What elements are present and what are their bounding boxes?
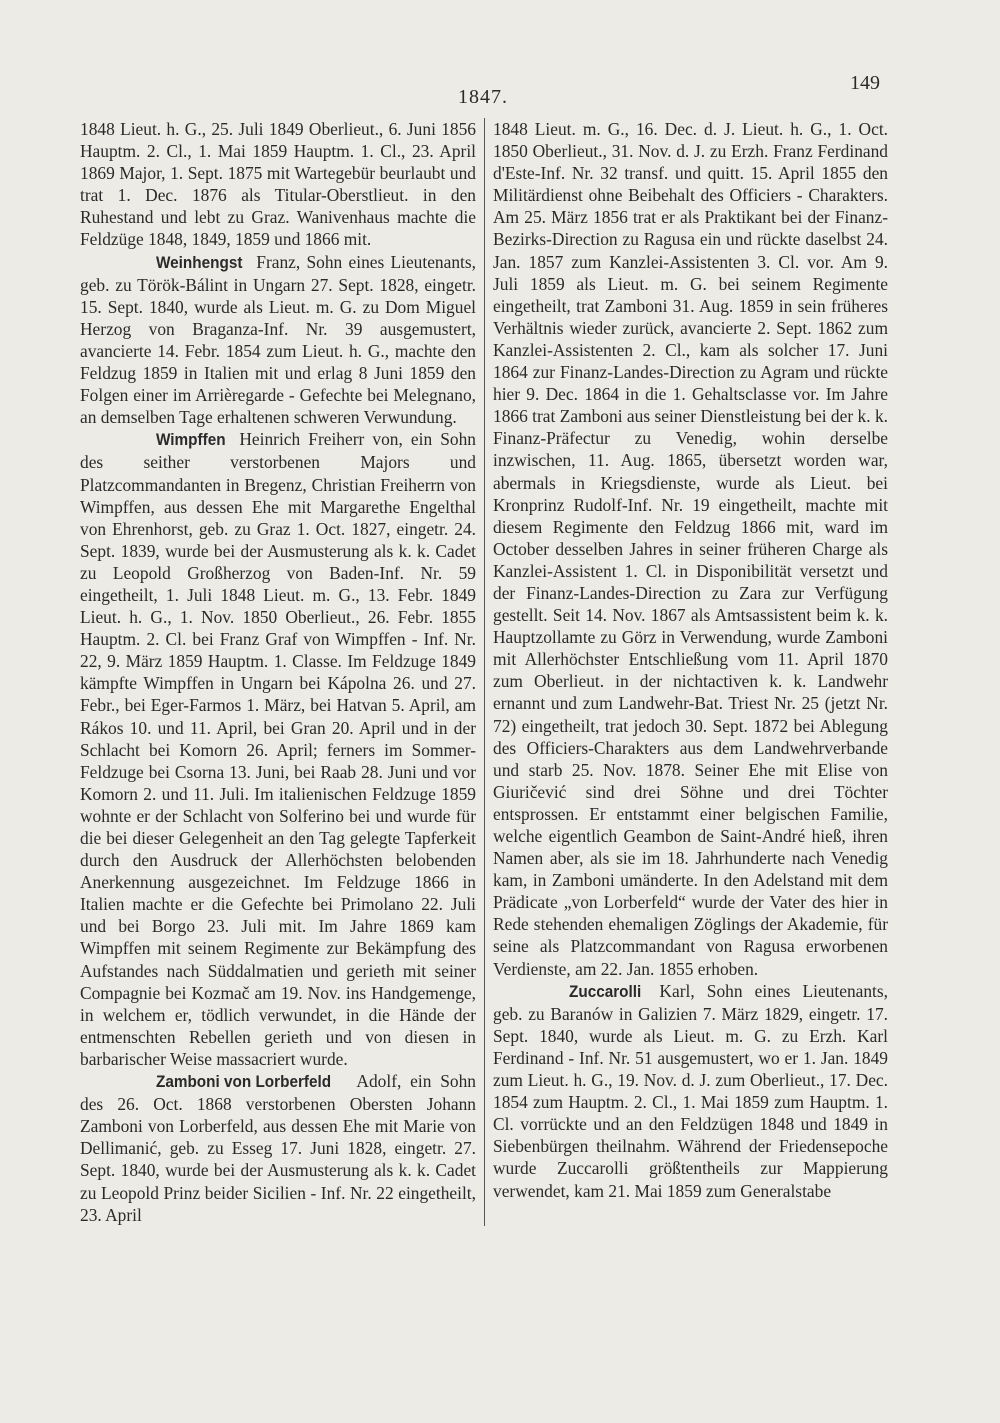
right-column <box>484 118 888 1226</box>
entry-text: 1848 Lieut. h. G., 25. Juli 1849 Oberlieut., 6. Juni 1856 Hauptm. 2. Cl., 1. Mai 1859 Hauptm. 1. Cl., 23. April 1869 Major, 1. Sept. 1875 mit Wartegebür beurlaubt und trat 1. Dec. 1876 als Titular-Oberstlieut. in den Ruhestand und lebt zu Graz. Wanivenhaus machte die Feldzüge 1848, 1849, 1859 und 1866 mit. <box>80 119 476 250</box>
entry-name: Weinhengst <box>156 252 243 272</box>
page-number: 149 <box>850 72 880 94</box>
entry-name: Zamboni von Lorberfeld <box>156 1072 332 1092</box>
entry-name: Zuccarolli <box>569 981 642 1001</box>
entry-paragraph <box>80 428 476 1070</box>
entry-name: Wimpffen <box>156 430 226 450</box>
entry-text: 1848 Lieut. m. G., 16. Dec. d. J. Lieut. h. G., 1. Oct. 1850 Oberlieut., 31. Nov. d. J. zu Erzh. Franz Ferdinand d'Este-Inf. Nr. 32 transf. und quitt. 15. April 1855 den Militärdienst ohne Beibehalt des Officiers - Charakters. Am 25. März 1856 trat er als Praktikant bei der Finanz-Bezirks-Direction zu Ragusa ein und rückte daselbst 24. Jan. 1857 zum Kanzlei-Assistenten 3. Cl. vor. Am 9. Juli 1859 als Lieut. m. G. bei seinem Regimente eingetheilt, trat Zamboni 31. Aug. 1859 in sein früheres Verhältnis wieder zurück, avancierte 2. Sept. 1862 zum Kanzlei-Assistenten 2. Cl., kam als solcher 17. Juni 1864 zur Finanz-Landes-Direction zu Agram und rückte hier 9. Dec. 1864 in die 1. Gehaltsclasse vor. Im Jahre 1866 trat Zamboni aus seiner Dienstleistung bei der k. k. Finanz-Präfectur zu Venedig, wohin derselbe inzwischen, 11. Aug. 1865, übersetzt worden war, abermals in Kriegsdienste, wurde als Lieut. bei Kronprinz Rudolf-Inf. Nr. 19 eingetheilt, machte mit diesem Regimente den Feldzug 1866 mit, ward im October desselben Jahres in seiner früheren Charge als Kanzlei-Assistent 1. Cl. in Disponibilität versetzt und der Finanz-Landes-Direction zu Zara zur Verfügung gestellt. Seit 14. Nov. 1867 als Amtsassistent beim k. k. Hauptzollamte zu Görz in Verwendung, wurde Zamboni mit Allerhöchster Entschließung vom 11. April 1870 zum Oberlieut. in der nichtactiven k. k. Landwehr ernannt und zum Landwehr-Bat. Triest Nr. 25 (jetzt Nr. 72) eingetheilt, trat jedoch 30. Sept. 1872 bei Ablegung des Officiers-Charakters aus dem Landwehrverbande und starb 25. Nov. 1878. Seiner Ehe mit Elise von Giuričević sind drei Söhne und drei Töchter entsprossen. Er entstammt einer belgischen Familie, welche eigentlich Geambon de Saint-André hieß, ihren Namen aber, als sie im 18. Jahrhunderte nach Venedig kam, in Zamboni umänderte. In den Adelstand mit dem Prädicate „von Lorberfeld“ wurde der Vater des hier in Rede stehenden ehemaligen Zöglings der Akademie, für seine als Platzcommandant von Ragusa erworbenen Verdienste, am 22. Jan. 1855 erhoben. <box>493 119 888 979</box>
entry-text: Adolf, ein Sohn des 26. Oct. 1868 verstorbenen Obersten Johann Zamboni von Lorberfeld, aus dessen Ehe mit Marie von Dellimanić, geb. zu Esseg 17. Juni 1828, eingetr. 27. Sept. 1840, wurde bei der Ausmusterung als k. k. Cadet zu Leopold Prinz beider Sicilien - Inf. Nr. 22 eingetheilt, 23. April <box>80 1071 476 1225</box>
page-title: 1847. <box>458 86 508 108</box>
entry-paragraph <box>80 1070 476 1226</box>
entry-text: Karl, Sohn eines Lieutenants, geb. zu Baranów in Galizien 7. März 1829, eingetr. 17. Sept. 1840, wurde als Lieut. m. G. zu Erzh. Karl Ferdinand - Inf. Nr. 51 ausgemustert, wo er 1. Jan. 1849 zum Lieut. h. G., 19. Nov. d. J. zum Oberlieut., 17. Dec. 1854 zum Hauptm. 2. Cl., 1. Mai 1859 zum Hauptm. 1. Cl. vorrückte und an den Feldzügen 1848 und 1849 in Siebenbürgen theilnahm. Während der Friedensepoche wurde Zuccarolli größtentheils zur Mappierung verwendet, kam 21. Mai 1859 zum Generalstabe <box>493 980 888 1201</box>
entry-paragraph <box>493 980 888 1202</box>
entry-paragraph <box>493 118 888 980</box>
entry-text: Franz, Sohn eines Lieutenants, geb. zu Török-Bálint in Ungarn 27. Sept. 1828, eingetr. 15. Sept. 1840, wurde als Lieut. m. G. zu Dom Miguel Herzog von Braganza-Inf. Nr. 39 ausgemustert, avancierte 14. Febr. 1854 zum Lieut. h. G., machte den Feldzug 1859 in Italien mit und erlag 8 Juni 1859 den Folgen einer im Arrièregarde - Gefechte bei Melegnano, an demselben Tage erhaltenen schweren Verwundung. <box>80 251 476 428</box>
entry-paragraph <box>80 118 476 251</box>
entry-paragraph <box>80 251 476 429</box>
text-columns <box>80 118 892 1226</box>
left-column <box>80 118 484 1226</box>
entry-text: Heinrich Freiherr von, ein Sohn des seither verstorbenen Majors und Platzcommandanten in Bregenz, Christian Freiherrn von Wimpffen, aus dessen Ehe mit Margarethe Engelthal von Ehrenhorst, geb. zu Graz 1. Oct. 1827, eingetr. 24. Sept. 1839, wurde bei der Ausmusterung als k. k. Cadet zu Leopold Großherzog von Baden-Inf. Nr. 59 eingetheilt, 1. Juli 1848 Lieut. m. G., 13. Febr. 1849 Lieut. h. G., 1. Nov. 1850 Oberlieut., 26. Febr. 1855 Hauptm. 2. Cl. bei Franz Graf von Wimpffen - Inf. Nr. 22, 9. März 1859 Hauptm. 1. Classe. Im Feldzuge 1849 kämpfte Wimpffen in Ungarn bei Kápolna 26. und 27. Febr., bei Eger-Farmos 1. März, bei Hatvan 5. April, am Rákos 10. und 11. April, bei Gran 20. April und in der Schlacht bei Komorn 26. April; ferners im Sommer-Feldzuge bei Csorna 13. Juni, bei Raab 28. Juni und vor Komorn 2. und 11. Juli. Im italienischen Feldzuge 1859 wohnte er der Schlacht von Solferino bei und wurde für die bei dieser Gelegenheit an den Tag gelegte Tapferkeit durch den Ausdruck der Allerhöchsten belobenden Anerkennung ausgezeichnet. Im Feldzuge 1866 in Italien machte er die Gefechte bei Primolano 22. Juli und bei Borgo 23. Juli mit. Im Jahre 1869 kam Wimpffen mit seinem Regimente zur Bekämpfung des Aufstandes nach Süddalmatien und gerieth mit seiner Compagnie bei Kozmač am 19. Nov. ins Handgemenge, in welchem er, tödlich verwundet, in die Hände der entmenschten Rebellen gerieth und von diesen in barbarischer Weise massacriert wurde. <box>80 429 476 1069</box>
